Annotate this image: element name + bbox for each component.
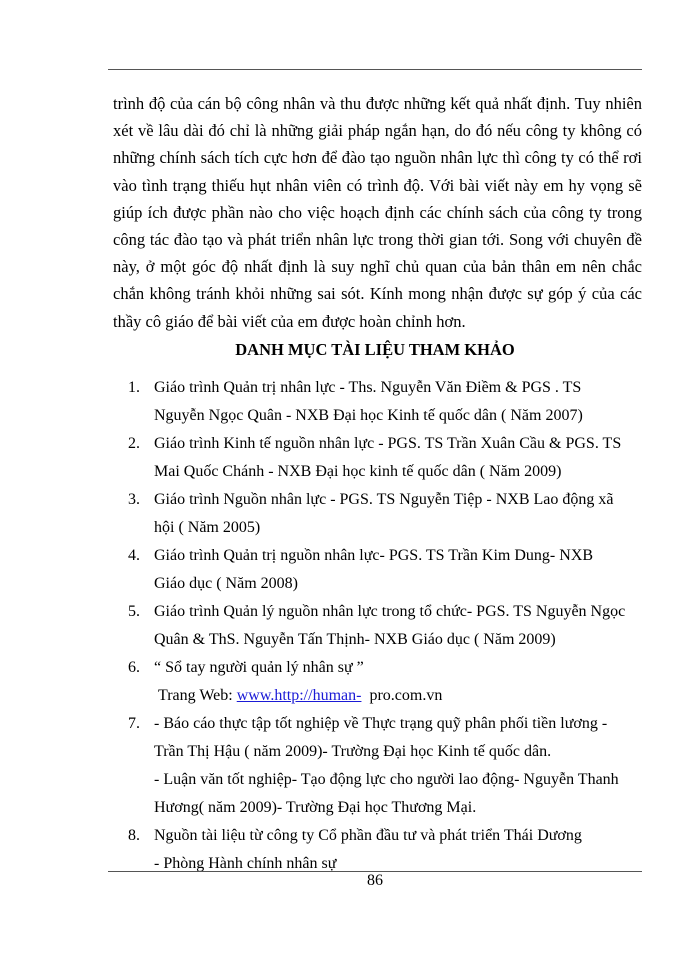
- paragraph-line: giúp ích được phần nào cho việc hoạch định các chính sách của công ty trong: [113, 202, 642, 222]
- reference-line: Trần Thị Hậu ( năm 2009)- Trường Đại học Kinh tế quốc dân.: [154, 743, 552, 760]
- reference-line: Giáo trình Quản lý nguồn nhân lực trong tổ chức- PGS. TS Nguyễn Ngọc: [154, 603, 626, 620]
- reference-number: 5.: [128, 603, 140, 620]
- reference-line: Giáo trình Kinh tế nguồn nhân lực - PGS. TS Trần Xuân Cầu & PGS. TS: [154, 435, 622, 452]
- paragraph-line: những chính sách tích cực hơn để đào tạo nguồn nhân lực thì công ty có thể rơi: [113, 148, 642, 168]
- reference-number: 1.: [128, 379, 140, 396]
- paragraph-line: xét về lâu dài đó chỉ là những giải pháp ngắn hạn, do đó nếu công ty không có: [113, 121, 642, 141]
- reference-line: Giáo trình Quản trị nhân lực - Ths. Nguyễn Văn Điềm & PGS . TS: [154, 379, 582, 396]
- references-heading: DANH MỤC TÀI LIỆU THAM KHẢO: [235, 340, 515, 359]
- reference-item: [128, 710, 642, 822]
- header-rule: [108, 69, 642, 70]
- page-number: 86: [367, 872, 383, 889]
- web-reference-line: [154, 682, 642, 710]
- body-paragraph: [113, 90, 642, 335]
- paragraph-line: vào tình trạng thiếu hụt nhân viên có trình độ. Với bài viết này em hy vọng sẽ: [113, 175, 642, 195]
- reference-line: - Báo cáo thực tập tốt nghiệp về Thực trạng quỹ phân phối tiền lương -: [154, 715, 608, 732]
- reference-number: 8.: [128, 827, 140, 844]
- reference-number: 4.: [128, 547, 140, 564]
- reference-line: - Phòng Hành chính nhân sự: [154, 855, 337, 872]
- web-label: Trang Web:: [158, 687, 233, 704]
- reference-item: [128, 486, 642, 542]
- reference-item: [128, 430, 642, 486]
- reference-line: Giáo trình Quản trị nguồn nhân lực- PGS. TS Trần Kim Dung- NXB: [154, 547, 594, 564]
- reference-item: [128, 598, 642, 654]
- reference-line: Mai Quốc Chánh - NXB Đại học kinh tế quốc dân ( Năm 2009): [154, 463, 562, 480]
- reference-item: [128, 542, 642, 598]
- reference-line: Hương( năm 2009)- Trường Đại học Thương Mại.: [154, 799, 477, 816]
- paragraph-line: này, ở một góc độ nhất định là suy nghĩ chủ quan của bản thân em nên chắc: [113, 257, 642, 277]
- reference-number: 3.: [128, 491, 140, 508]
- reference-line: Nguồn tài liệu từ công ty Cổ phần đầu tư và phát triển Thái Dương: [154, 827, 582, 844]
- reference-line: Nguyễn Ngọc Quân - NXB Đại học Kinh tế quốc dân ( Năm 2007): [154, 407, 583, 424]
- reference-item: [128, 654, 642, 710]
- reference-number: 6.: [128, 659, 140, 676]
- reference-line: hội ( Năm 2005): [154, 519, 261, 536]
- reference-line: Giáo dục ( Năm 2008): [154, 575, 298, 592]
- reference-line: Quân & ThS. Nguyễn Tấn Thịnh- NXB Giáo dục ( Năm 2009): [154, 631, 556, 648]
- reference-number: 2.: [128, 435, 140, 452]
- reference-item: [128, 374, 642, 430]
- reference-line: “ Sổ tay người quản lý nhân sự ”: [154, 659, 364, 676]
- web-link[interactable]: www.http://human-: [236, 687, 362, 704]
- paragraph-line: công tác đào tạo và phát triển nhân lực trong thời gian tới. Song với chuyên đề: [113, 230, 642, 250]
- paragraph-line: chắn không tránh khỏi những sai sót. Kính mong nhận được sự góp ý của các: [113, 284, 642, 304]
- reference-number: 7.: [128, 715, 140, 732]
- reference-line: - Luận văn tốt nghiệp- Tạo động lực cho người lao động- Nguyễn Thanh: [154, 771, 619, 788]
- paragraph-line: thầy cô giáo để bài viết của em được hoàn chỉnh hơn.: [113, 311, 466, 331]
- reference-line: Giáo trình Nguồn nhân lực - PGS. TS Nguyễn Tiệp - NXB Lao động xã: [154, 491, 614, 508]
- reference-item: [128, 822, 642, 878]
- reference-list: [128, 374, 642, 878]
- paragraph-line: trình độ của cán bộ công nhân và thu được những kết quả nhất định. Tuy nhiên: [113, 94, 642, 113]
- web-link-rest: pro.com.vn: [369, 687, 443, 704]
